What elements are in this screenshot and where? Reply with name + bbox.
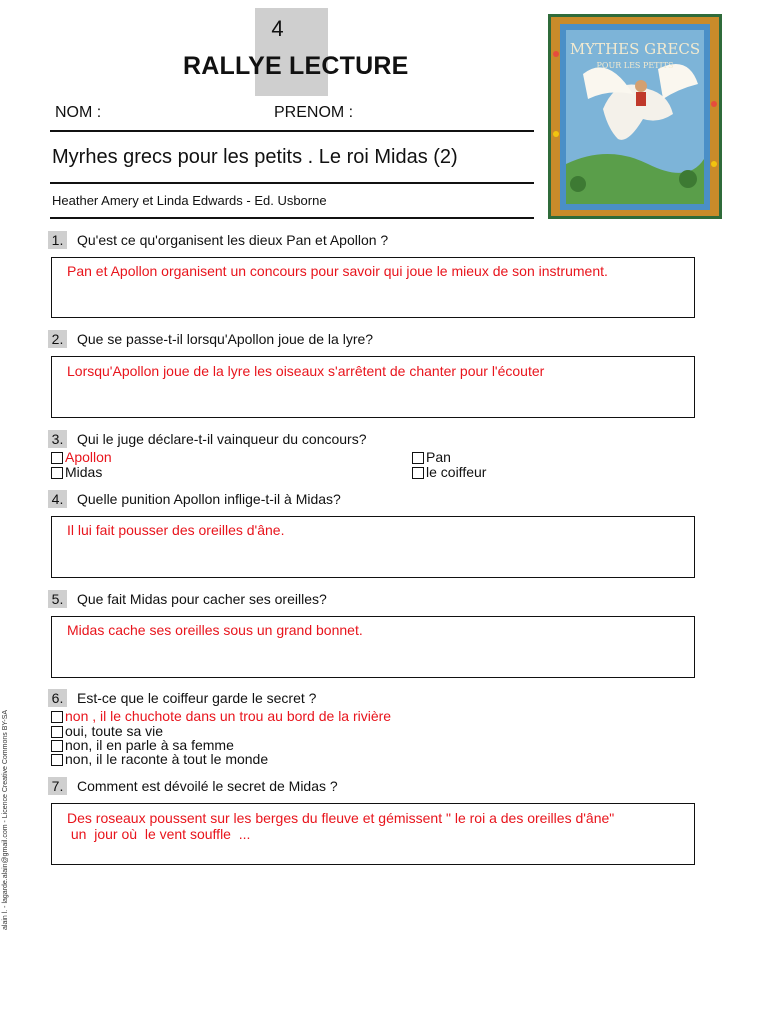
answer-text: Des roseaux poussent sur les berges du fleuve et gémissent " le roi a des oreilles d'âne" bbox=[67, 810, 615, 826]
option-pan[interactable] bbox=[412, 450, 451, 465]
question-number: 3. bbox=[48, 430, 67, 448]
checkbox[interactable] bbox=[51, 711, 63, 723]
question-number: 5. bbox=[48, 590, 67, 608]
answer-box[interactable] bbox=[51, 356, 695, 418]
checkbox[interactable] bbox=[51, 740, 63, 752]
worksheet-number: 4 bbox=[271, 16, 284, 41]
question-number: 1. bbox=[48, 231, 67, 249]
answer-text: Lorsqu'Apollon joue de la lyre les oiseaux s'arrêtent de chanter pour l'écouter bbox=[67, 363, 545, 379]
question-text: Comment est dévoilé le secret de Midas ? bbox=[77, 778, 338, 794]
answer-text: un jour où le vent souffle ... bbox=[67, 826, 251, 842]
answer-box[interactable] bbox=[51, 257, 695, 318]
question-number: 6. bbox=[48, 689, 67, 707]
option-label: non, il en parle à sa femme bbox=[65, 737, 234, 753]
book-cover-image bbox=[548, 14, 722, 219]
option-label: le coiffeur bbox=[426, 464, 487, 480]
question-text: Qui le juge déclare-t-il vainqueur du concours? bbox=[77, 431, 367, 447]
divider bbox=[50, 130, 534, 132]
checkbox[interactable] bbox=[51, 754, 63, 766]
question-text: Qu'est ce qu'organisent les dieux Pan et Apollon ? bbox=[77, 232, 389, 248]
answer-box[interactable] bbox=[51, 616, 695, 678]
question-text: Que se passe-t-il lorsqu'Apollon joue de la lyre? bbox=[77, 331, 374, 347]
license-note: alain l. - lagarde.alain@gmail.com - Licence Creative Commons BY-SA bbox=[2, 709, 9, 930]
option-label: Apollon bbox=[65, 449, 112, 465]
question-number: 7. bbox=[48, 777, 67, 795]
option-label: non, il le raconte à tout le monde bbox=[65, 751, 269, 767]
question-number: 4. bbox=[48, 490, 67, 508]
option-label: oui, toute sa vie bbox=[65, 723, 164, 739]
cover-subtitle: POUR LES PETITS bbox=[596, 61, 674, 70]
answer-text: Midas cache ses oreilles sous un grand bonnet. bbox=[67, 622, 363, 638]
option-label: Midas bbox=[65, 464, 103, 480]
option-chuchote[interactable] bbox=[51, 709, 391, 724]
checkbox[interactable] bbox=[51, 467, 63, 479]
checkbox[interactable] bbox=[51, 452, 63, 464]
book-author: Heather Amery et Linda Edwards - Ed. Usborne bbox=[52, 193, 327, 208]
divider bbox=[50, 182, 534, 184]
answer-text: Pan et Apollon organisent un concours pour savoir qui joue le mieux de son instrument. bbox=[67, 263, 608, 279]
question-number: 2. bbox=[48, 330, 67, 348]
checkbox[interactable] bbox=[51, 726, 63, 738]
option-tout-le-monde[interactable] bbox=[51, 752, 268, 767]
checkbox[interactable] bbox=[412, 452, 424, 464]
answer-text: Il lui fait pousser des oreilles d'âne. bbox=[67, 522, 285, 538]
page-title: RALLYE LECTURE bbox=[183, 52, 409, 80]
answer-box[interactable] bbox=[51, 516, 695, 578]
prenom-label: PRENOM : bbox=[274, 104, 354, 121]
question-text: Est-ce que le coiffeur garde le secret ? bbox=[77, 690, 317, 706]
question-text: Quelle punition Apollon inflige-t-il à Midas? bbox=[77, 491, 341, 507]
book-title: Myrhes grecs pour les petits . Le roi Midas (2) bbox=[52, 146, 458, 168]
answer-box[interactable] bbox=[51, 803, 695, 865]
option-midas[interactable] bbox=[51, 465, 102, 480]
option-coiffeur[interactable] bbox=[412, 465, 486, 480]
option-apollon[interactable] bbox=[51, 450, 112, 465]
option-label: non , il le chuchote dans un trou au bord de la rivière bbox=[65, 708, 392, 724]
question-text: Que fait Midas pour cacher ses oreilles? bbox=[77, 591, 327, 607]
cover-title: MYTHES GRECS bbox=[569, 40, 701, 58]
option-label: Pan bbox=[426, 449, 451, 465]
checkbox[interactable] bbox=[412, 467, 424, 479]
nom-label: NOM : bbox=[55, 104, 102, 121]
divider bbox=[50, 217, 534, 219]
